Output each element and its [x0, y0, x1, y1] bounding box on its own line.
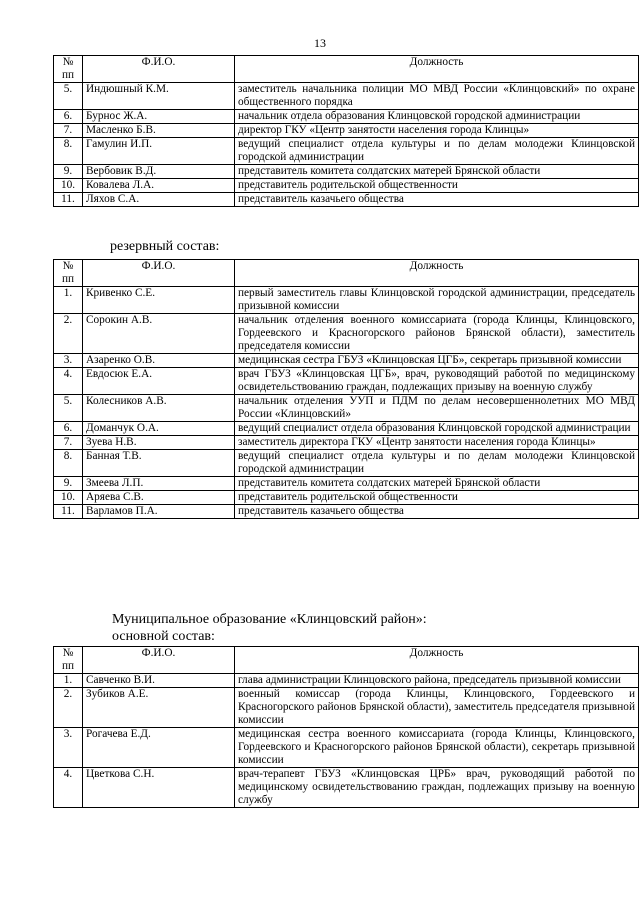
table-row — [54, 165, 639, 179]
row-number: 2. — [54, 314, 83, 354]
member-name: Банная Т.В. — [83, 450, 235, 477]
table-row — [54, 193, 639, 207]
row-number: 1. — [54, 287, 83, 314]
table-row — [54, 728, 639, 768]
member-position: заместитель директора ГКУ «Центр занятости населения города Клинцы» — [235, 436, 639, 450]
table-row — [54, 287, 639, 314]
member-position: представитель казачьего общества — [235, 505, 639, 519]
row-number: 4. — [54, 768, 83, 808]
table-header-row — [54, 56, 639, 83]
member-name: Индюшный К.М. — [83, 83, 235, 110]
row-number: 11. — [54, 505, 83, 519]
table-row — [54, 179, 639, 193]
member-position: представитель родительской общественности — [235, 491, 639, 505]
table-row — [54, 124, 639, 138]
column-header-num: № пп — [54, 647, 83, 674]
member-name: Зубиков А.Е. — [83, 688, 235, 728]
row-number: 11. — [54, 193, 83, 207]
row-number: 8. — [54, 138, 83, 165]
row-number: 4. — [54, 368, 83, 395]
table-header-row — [54, 647, 639, 674]
member-position: заместитель начальника полиции МО МВД России «Клинцовский» по охране общественного порядка — [235, 83, 639, 110]
member-position: начальник отделения УУП и ПДМ по делам несовершеннолетних МО МВД России «Клинцовский» — [235, 395, 639, 422]
member-position: медицинская сестра военного комиссариата (города Клинцы, Клинцовского, Гордеевского и Красногорского районов Брянской области), секретарь призывной комиссии — [235, 728, 639, 768]
member-position: ведущий специалист отдела культуры и по делам молодежи Клинцовской городской администрации — [235, 450, 639, 477]
table-row — [54, 450, 639, 477]
main-composition-heading: основной состав: — [112, 629, 215, 644]
column-header-position: Должность — [235, 260, 639, 287]
table-row — [54, 354, 639, 368]
table-row — [54, 422, 639, 436]
member-position: первый заместитель главы Клинцовской городской администрации, председатель призывной комиссии — [235, 287, 639, 314]
column-header-num: № пп — [54, 56, 83, 83]
table-row — [54, 688, 639, 728]
member-name: Азаренко О.В. — [83, 354, 235, 368]
member-position: представитель комитета солдатских матерей Брянской области — [235, 477, 639, 491]
row-number: 2. — [54, 688, 83, 728]
member-position: представитель родительской общественности — [235, 179, 639, 193]
row-number: 5. — [54, 83, 83, 110]
member-name: Ковалева Л.А. — [83, 179, 235, 193]
municipal-heading: Муниципальное образование «Клинцовский район»: — [112, 612, 427, 627]
member-name: Масленко Б.В. — [83, 124, 235, 138]
member-position: начальник отделения военного комиссариата (города Клинцы, Клинцовского, Гордеевского и Красногорского районов Брянской области), заместитель председателя комиссии — [235, 314, 639, 354]
table-row — [54, 674, 639, 688]
member-name: Бурнос Ж.А. — [83, 110, 235, 124]
member-name: Сорокин А.В. — [83, 314, 235, 354]
member-position: ведущий специалист отдела образования Клинцовской городской администрации — [235, 422, 639, 436]
member-position: врач ГБУЗ «Клинцовская ЦГБ», врач, руководящий работой по медицинскому освидетельствованию граждан, подлежащих призыву на военную службу — [235, 368, 639, 395]
column-header-name: Ф.И.О. — [83, 56, 235, 83]
row-number: 8. — [54, 450, 83, 477]
member-name: Вербовик В.Д. — [83, 165, 235, 179]
member-name: Доманчук О.А. — [83, 422, 235, 436]
member-position: представитель казачьего общества — [235, 193, 639, 207]
row-number: 3. — [54, 728, 83, 768]
member-name: Варламов П.А. — [83, 505, 235, 519]
table-row — [54, 110, 639, 124]
member-name: Рогачева Е.Д. — [83, 728, 235, 768]
member-name: Аряева С.В. — [83, 491, 235, 505]
table-row — [54, 768, 639, 808]
column-header-num: № пп — [54, 260, 83, 287]
table-row — [54, 436, 639, 450]
reserve-heading: резервный состав: — [110, 239, 220, 254]
commission-table-reserve — [53, 259, 639, 519]
row-number: 10. — [54, 179, 83, 193]
member-name: Змеева Л.П. — [83, 477, 235, 491]
row-number: 5. — [54, 395, 83, 422]
table-row — [54, 83, 639, 110]
member-position: медицинская сестра ГБУЗ «Клинцовская ЦГБ», секретарь призывной комиссии — [235, 354, 639, 368]
member-position: ведущий специалист отдела культуры и по делам молодежи Клинцовской городской администрации — [235, 138, 639, 165]
member-position: директор ГКУ «Центр занятости населения города Клинцы» — [235, 124, 639, 138]
row-number: 7. — [54, 124, 83, 138]
table-row — [54, 138, 639, 165]
row-number: 6. — [54, 110, 83, 124]
table-row — [54, 314, 639, 354]
row-number: 7. — [54, 436, 83, 450]
member-position: глава администрации Клинцовского района, председатель призывной комиссии — [235, 674, 639, 688]
member-position: начальник отдела образования Клинцовской городской администрации — [235, 110, 639, 124]
row-number: 1. — [54, 674, 83, 688]
table-row — [54, 477, 639, 491]
member-position: представитель комитета солдатских матерей Брянской области — [235, 165, 639, 179]
member-name: Зуева Н.В. — [83, 436, 235, 450]
member-position: врач-терапевт ГБУЗ «Клинцовская ЦРБ» врач, руководящий работой по медицинскому освидетельствованию граждан, подлежащих призыву на военную службу — [235, 768, 639, 808]
column-header-name: Ф.И.О. — [83, 647, 235, 674]
table-row — [54, 491, 639, 505]
member-name: Евдосюк Е.А. — [83, 368, 235, 395]
member-name: Цветкова С.Н. — [83, 768, 235, 808]
member-name: Кривенко С.Е. — [83, 287, 235, 314]
row-number: 9. — [54, 477, 83, 491]
member-name: Ляхов С.А. — [83, 193, 235, 207]
member-name: Колесников А.В. — [83, 395, 235, 422]
member-name: Гамулин И.П. — [83, 138, 235, 165]
commission-table-main-city — [53, 55, 639, 207]
commission-table-district — [53, 646, 639, 808]
column-header-position: Должность — [235, 647, 639, 674]
column-header-name: Ф.И.О. — [83, 260, 235, 287]
table-row — [54, 505, 639, 519]
column-header-position: Должность — [235, 56, 639, 83]
member-name: Савченко В.И. — [83, 674, 235, 688]
table-row — [54, 368, 639, 395]
table-header-row — [54, 260, 639, 287]
table-row — [54, 395, 639, 422]
row-number: 3. — [54, 354, 83, 368]
row-number: 10. — [54, 491, 83, 505]
row-number: 6. — [54, 422, 83, 436]
member-position: военный комиссар (города Клинцы, Клинцовского, Гордеевского и Красногорского районов Брянской области), заместитель председателя призывной комиссии — [235, 688, 639, 728]
page-number: 13 — [314, 36, 326, 50]
row-number: 9. — [54, 165, 83, 179]
